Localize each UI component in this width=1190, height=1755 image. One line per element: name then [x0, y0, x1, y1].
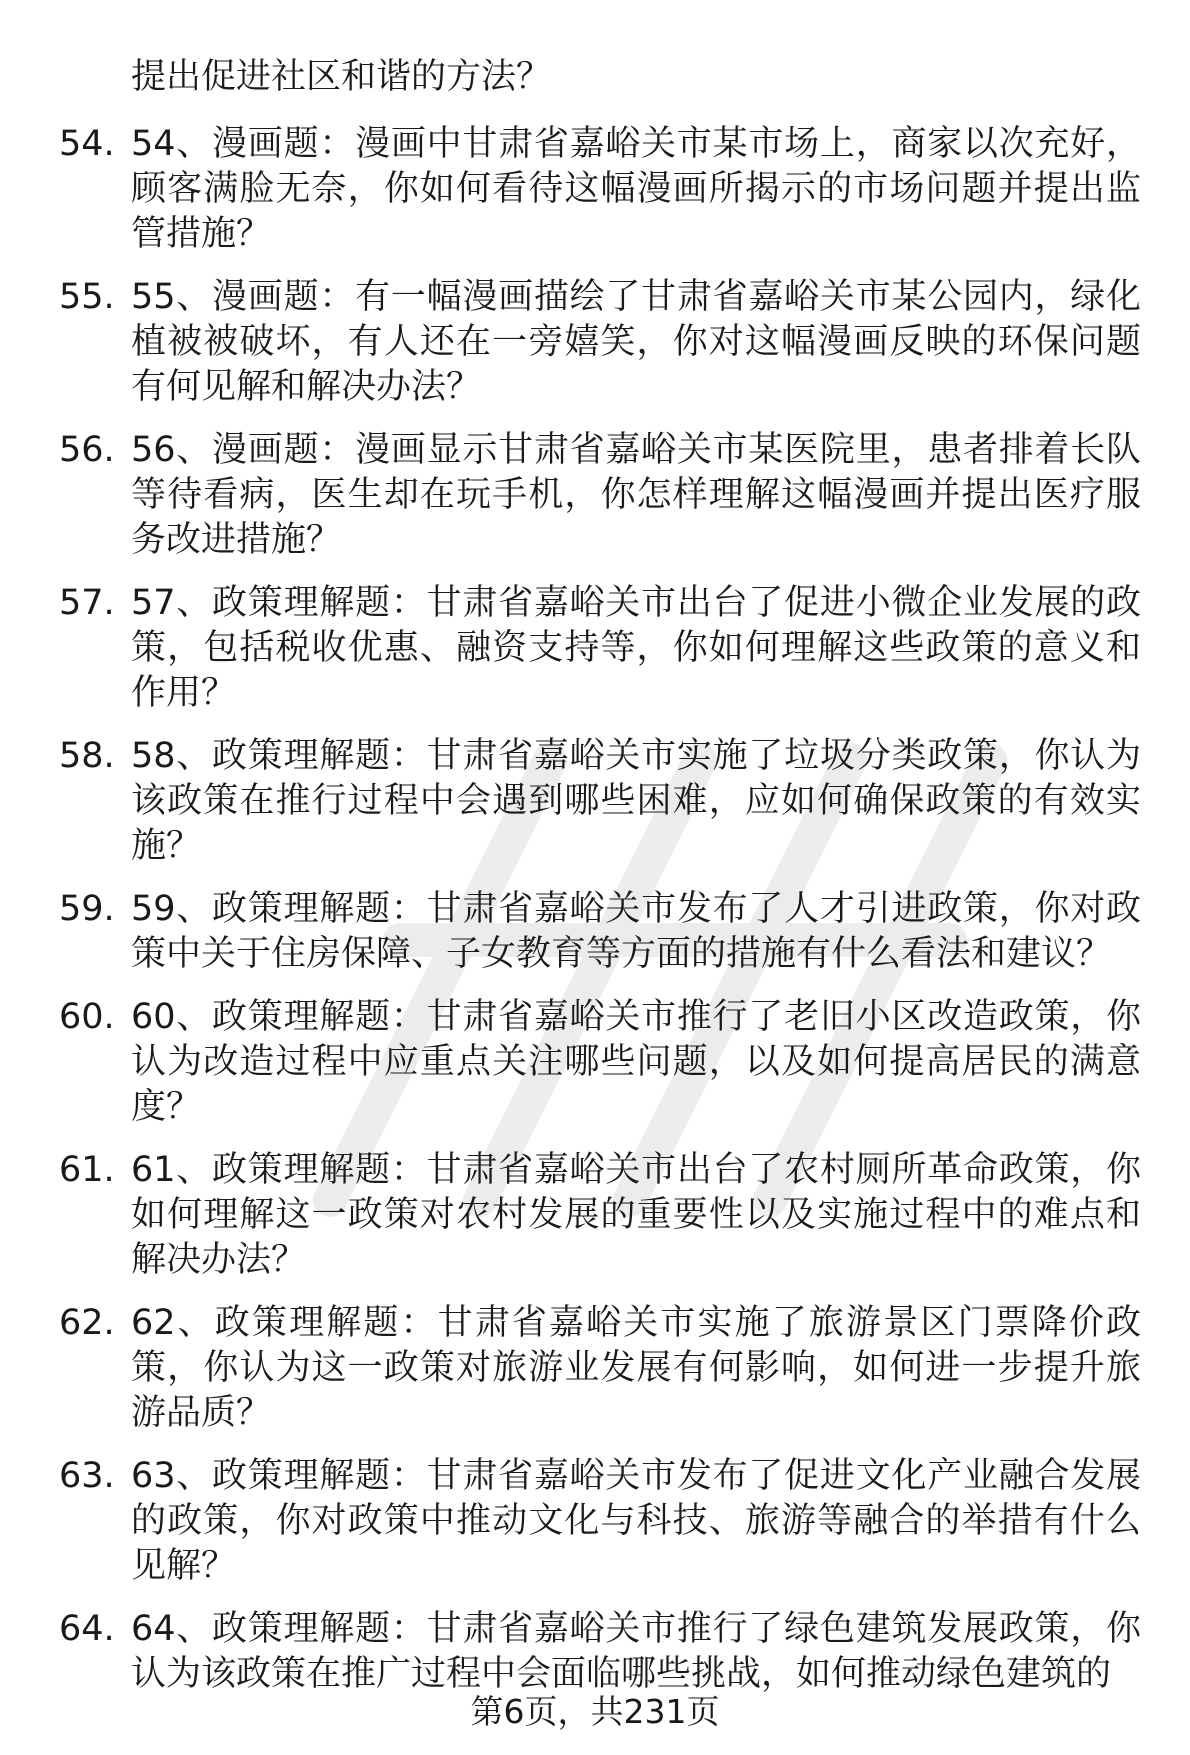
question-text: 57、政策理解题：甘肃省嘉峪关市出台了促进小微企业发展的政策，包括税收优惠、融资支持等，你如何理解这些政策的意义和作用？ — [131, 583, 1141, 713]
question-number: 63. — [59, 1456, 115, 1496]
question-list — [0, 122, 1190, 1715]
question-number: 62. — [59, 1303, 115, 1343]
question-number: 58. — [59, 736, 115, 776]
question-number: 64. — [59, 1609, 115, 1649]
question-item — [0, 428, 1141, 563]
question-text: 63、政策理解题：甘肃省嘉峪关市发布了促进文化产业融合发展的政策，你对政策中推动文化与科技、旅游等融合的举措有什么见解？ — [131, 1456, 1141, 1586]
question-text: 61、政策理解题：甘肃省嘉峪关市出台了农村厕所革命政策，你如何理解这一政策对农村发展的重要性以及实施过程中的难点和解决办法？ — [131, 1150, 1141, 1280]
question-text: 54、漫画题：漫画中甘肃省嘉峪关市某市场上，商家以次充好，顾客满脸无奈，你如何看待这幅漫画所揭示的市场问题并提出监管措施？ — [131, 124, 1141, 254]
question-number: 54. — [59, 124, 115, 164]
question-item — [0, 1454, 1141, 1589]
question-item — [0, 734, 1141, 869]
question-number: 59. — [59, 889, 115, 929]
question-item — [0, 581, 1141, 716]
question-item — [0, 275, 1141, 410]
question-item — [0, 887, 1141, 977]
question-text: 58、政策理解题：甘肃省嘉峪关市实施了垃圾分类政策，你认为该政策在推行过程中会遇到哪些困难，应如何确保政策的有效实施？ — [131, 736, 1141, 866]
question-number: 56. — [59, 430, 115, 470]
question-text: 62、政策理解题：甘肃省嘉峪关市实施了旅游景区门票降价政策，你认为这一政策对旅游业发展有何影响，如何进一步提升旅游品质？ — [131, 1303, 1141, 1433]
question-text: 59、政策理解题：甘肃省嘉峪关市发布了人才引进政策，你对政策中关于住房保障、子女教育等方面的措施有什么看法和建议？ — [131, 889, 1141, 974]
page-footer: 第6页，共231页 — [470, 1692, 720, 1731]
question-number: 60. — [59, 997, 115, 1037]
question-number: 57. — [59, 583, 115, 623]
continuation-text: 提出促进社区和谐的方法？ — [131, 57, 552, 97]
question-item — [0, 1607, 1141, 1697]
question-item — [0, 995, 1141, 1130]
question-item — [0, 1148, 1141, 1283]
question-text: 64、政策理解题：甘肃省嘉峪关市推行了绿色建筑发展政策，你认为该政策在推广过程中会面临哪些挑战，如何推动绿色建筑的 — [131, 1609, 1141, 1694]
question-number: 61. — [59, 1150, 115, 1190]
question-text: 55、漫画题：有一幅漫画描绘了甘肃省嘉峪关市某公园内，绿化植被被破坏，有人还在一旁嬉笑，你对这幅漫画反映的环保问题有何见解和解决办法？ — [131, 277, 1141, 407]
question-number: 55. — [59, 277, 115, 317]
question-text: 60、政策理解题：甘肃省嘉峪关市推行了老旧小区改造政策，你认为改造过程中应重点关注哪些问题，以及如何提高居民的满意度？ — [131, 997, 1141, 1127]
question-item — [0, 122, 1141, 257]
question-text: 56、漫画题：漫画显示甘肃省嘉峪关市某医院里，患者排着长队等待看病，医生却在玩手机，你怎样理解这幅漫画并提出医疗服务改进措施？ — [131, 430, 1141, 560]
question-item — [0, 1301, 1141, 1436]
